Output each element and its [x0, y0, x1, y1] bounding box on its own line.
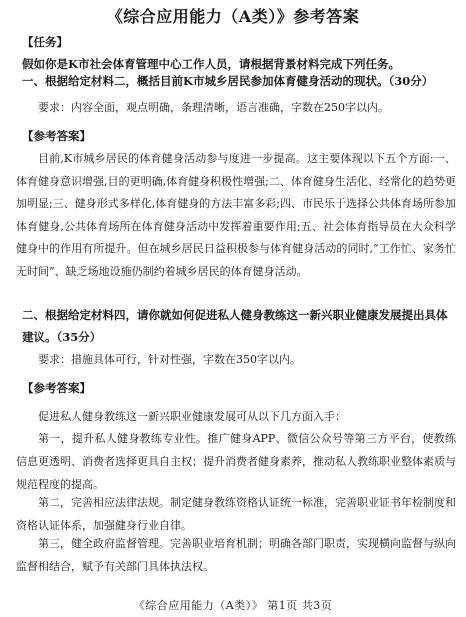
task-text: 假如你是K市社会体育管理中心工作人员，请根据背景材料完成下列任务。: [22, 57, 400, 71]
question-2-intro: 促进私人健身教练这一新兴职业健康发展可从以下几方面入手：: [38, 410, 346, 423]
question-1: 一、根据给定材料二，概括目前K市城乡居民参加体育健身活动的现状。（30分）: [22, 74, 434, 88]
question-2-answer-header: 【参考答案】: [22, 381, 91, 395]
question-2-point-1: 第一，提升私人健身教练专业性。推广健身APP、微信公众号等第三方平台，使教练信息更透明、消费者选择更具自主权；提升消费者健身素养，推动私人教练职业整体素质与规范程度的提高。: [16, 432, 456, 491]
question-1-answer: 目前,K市城乡居民的体育健身活动参与度进一步提高。这主要体现以下五个方面:一、体育健身意识增强,目的更明确,体育健身积极性增强;二、体育健身生活化、经常化的趋势更加明显;三、健身形式多样化,体育健身的方法丰富多彩;四、市民乐于选择公共体育场所参加体育健身,公共体育场所在体育健身活动中发挥着重要作用;五、社会体育指导员在大众科学健身中的作用有所提升。但在城乡居民日益积极参与体育健身活动的同时,“工作忙、家务忙无时间”、缺乏场地设施仍制约着城乡居民的体育健身活动。: [16, 152, 456, 278]
document-title: 《综合应用能力（A类）》参考答案: [106, 7, 360, 26]
page-footer: 《综合应用能力（A类）》 第1页 共3页: [133, 599, 333, 612]
question-2: 二、根据给定材料四，请你就如何促进私人健身教练这一新兴职业健康发展提出具体建议。（35分）: [22, 308, 448, 344]
question-2-point-3: 第三，健全政府监督管理。完善职业培育机制；明确各部门职责，实现横向监督与纵向监督相结合，赋予有关部门具体执法权。: [16, 537, 456, 573]
question-1-answer-header: 【参考答案】: [22, 129, 91, 143]
question-2-requirement: 要求：措施具体可行，针对性强，字数在350字以内。: [38, 353, 301, 366]
task-header: 【任务】: [22, 35, 68, 49]
question-1-requirement: 要求：内容全面，观点明确，条理清晰，语言准确，字数在250字以内。: [38, 101, 389, 114]
question-2-point-2: 第二，完善相应法律法规。制定健身教练资格认证统一标准，完善职业证书年检制度和资格认证体系，加强健身行业自律。: [16, 496, 456, 532]
